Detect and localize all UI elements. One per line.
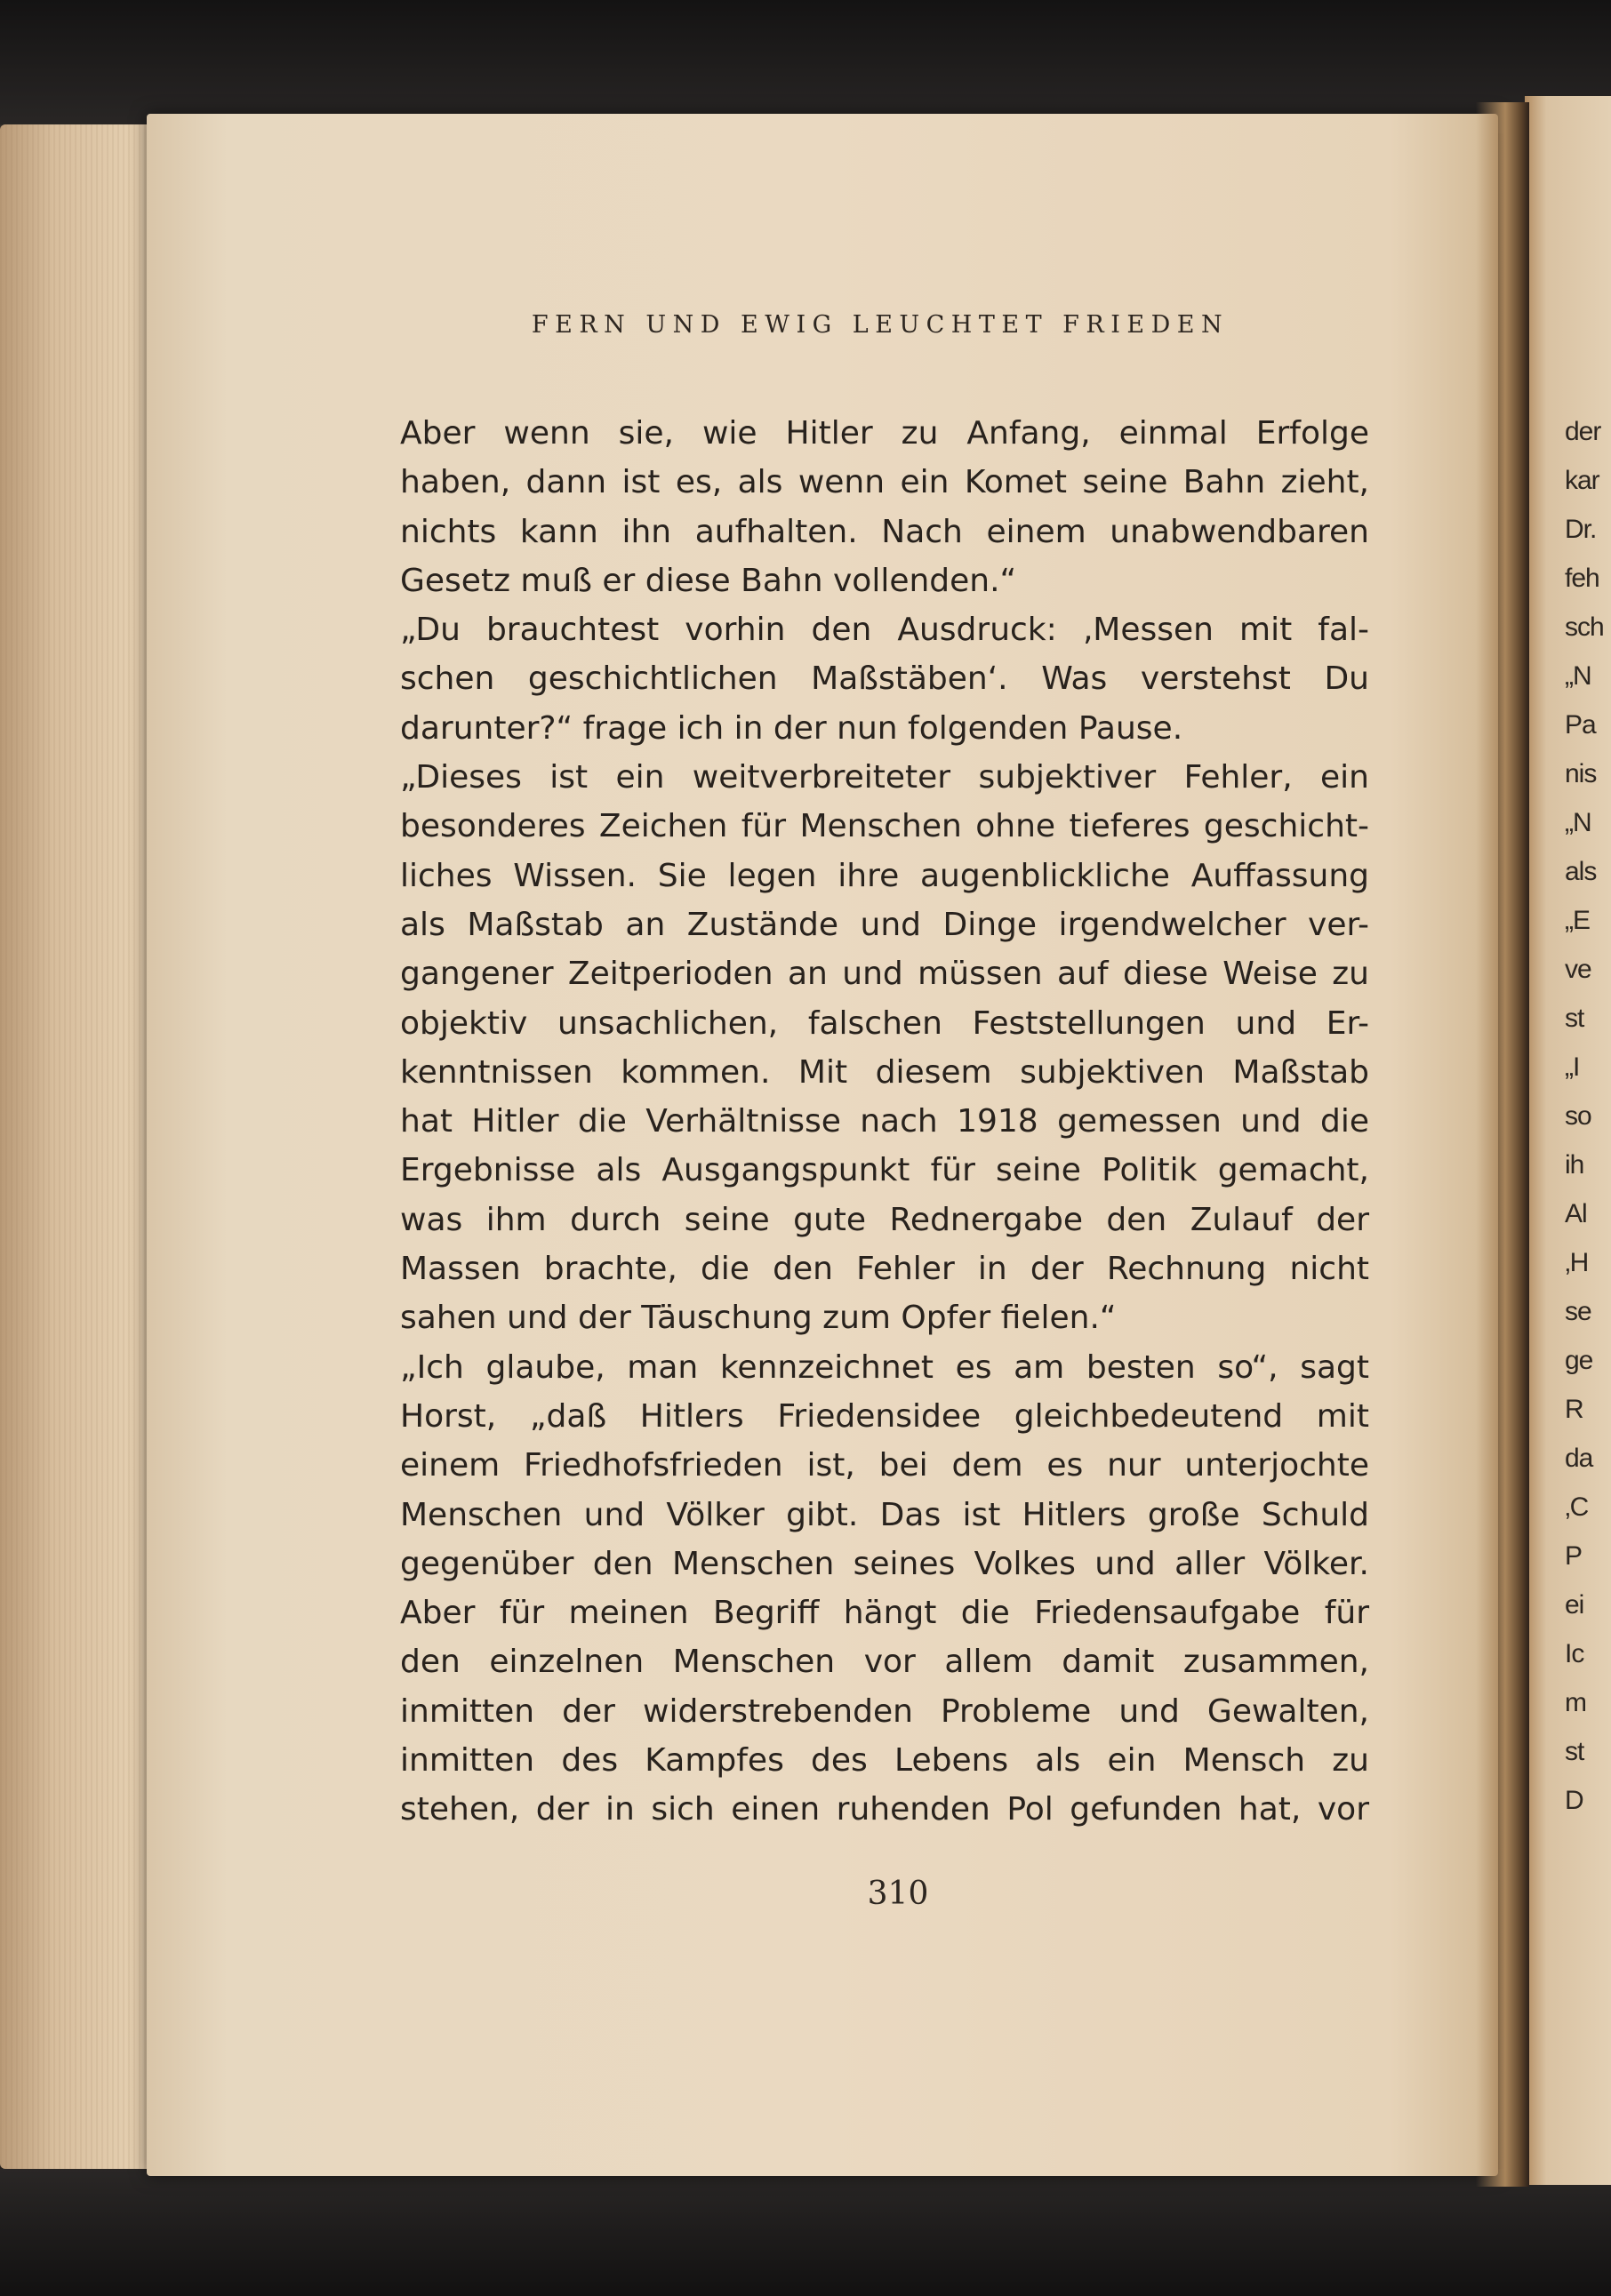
text-line: darunter?“ frage ich in der nun folgenden Pause. [400, 709, 1183, 747]
text-line: liches Wissen. Sie legen ihre augenblickliche Auffassung [400, 857, 1369, 894]
next-page-fragment: „N [1565, 808, 1591, 837]
next-page-fragment: Dr. [1565, 515, 1597, 544]
next-page-text-fragments [1565, 407, 1611, 1825]
next-page-fragment: D [1565, 1786, 1583, 1815]
next-page-fragment: als [1565, 857, 1597, 886]
text-line: haben, dann ist es, als wenn ein Komet seine Bahn zieht, [400, 464, 1369, 501]
text-line: objektiv unsachlichen, falschen Feststellungen und Er- [400, 1004, 1369, 1042]
next-page-fragment: ‚H [1565, 1248, 1589, 1277]
next-page-fragment: sch [1565, 612, 1604, 642]
next-page-fragment: m [1565, 1688, 1586, 1717]
next-page-fragment: Pa [1565, 710, 1596, 740]
text-line: Horst, „daß Hitlers Friedensidee gleichbedeutend mit [400, 1397, 1369, 1435]
text-line: nichts kann ihn aufhalten. Nach einem unabwendbaren [400, 513, 1369, 550]
text-line: Gesetz muß er diese Bahn vollenden.“ [400, 562, 1017, 599]
next-page-fragment: ei [1565, 1590, 1584, 1620]
text-line: „Dieses ist ein weitverbreiteter subjektiver Fehler, ein [400, 759, 1369, 796]
next-page-fragment: der [1565, 417, 1601, 446]
next-page-fragment: „N [1565, 661, 1591, 691]
next-page-fragment: so [1565, 1101, 1591, 1131]
next-page-fragment: feh [1565, 564, 1599, 593]
text-line: Aber wenn sie, wie Hitler zu Anfang, einmal Erfolge [400, 415, 1369, 452]
next-page-fragment: P [1565, 1541, 1583, 1571]
text-line: inmitten des Kampfes des Lebens als ein Mensch zu [400, 1742, 1369, 1780]
text-line: sahen und der Täuschung zum Opfer fielen.“ [400, 1300, 1117, 1337]
text-line: Massen brachte, die den Fehler in der Rechnung nicht [400, 1251, 1369, 1288]
next-page-fragment: ‚C [1565, 1492, 1589, 1522]
text-line: was ihm durch seine gute Rednergabe den Zulauf der [400, 1201, 1369, 1238]
text-line: gegenüber den Menschen seines Volkes und aller Völker. [400, 1545, 1369, 1582]
text-line: gangener Zeitperioden an und müssen auf diese Weise zu [400, 956, 1369, 993]
text-line: als Maßstab an Zustände und Dinge irgendwelcher ver- [400, 906, 1369, 943]
next-page-fragment: „E [1565, 906, 1590, 935]
text-line: den einzelnen Menschen vor allem damit zusammen, [400, 1644, 1369, 1681]
next-page-fragment: se [1565, 1297, 1591, 1326]
running-header: FERN UND EWIG LEUCHTET FRIEDEN [531, 311, 1230, 339]
text-line: inmitten der widerstrebenden Probleme und Gewalten, [400, 1692, 1369, 1730]
next-page-fragment: st [1565, 1737, 1584, 1766]
text-line: Ergebnisse als Ausgangspunkt für seine Politik gemacht, [400, 1152, 1369, 1189]
next-page-fragment: da [1565, 1444, 1593, 1473]
text-line: Menschen und Völker gibt. Das ist Hitlers große Schuld [400, 1496, 1369, 1533]
backdrop-bottom [0, 2169, 1611, 2296]
next-page-fragment: st [1565, 1004, 1584, 1033]
next-page-fragment: kar [1565, 466, 1599, 495]
text-line: Aber für meinen Begriff hängt die Friedensaufgabe für [400, 1595, 1369, 1632]
text-line: stehen, der in sich einen ruhenden Pol gefunden hat, vor [400, 1791, 1369, 1828]
page-number: 310 [867, 1876, 929, 1912]
next-page-fragment: R [1565, 1395, 1583, 1424]
text-line: kenntnissen kommen. Mit diesem subjektiven Maßstab [400, 1053, 1369, 1091]
text-line: „Ich glaube, man kennzeichnet es am besten so“, sagt [400, 1348, 1369, 1386]
body-text [400, 409, 1369, 1835]
next-page-fragment: ih [1565, 1150, 1584, 1180]
next-page-fragment: „I [1565, 1052, 1580, 1082]
next-page-fragment: Al [1565, 1199, 1587, 1228]
text-line: besonderes Zeichen für Menschen ohne tieferes geschicht- [400, 808, 1369, 845]
text-line: „Du brauchtest vorhin den Ausdruck: ‚Messen mit fal- [400, 612, 1369, 649]
next-page-fragment: ve [1565, 955, 1591, 984]
text-line: einem Friedhofsfrieden ist, bei dem es nur unterjochte [400, 1447, 1369, 1484]
next-page-fragment: nis [1565, 759, 1597, 788]
next-page-fragment: Ic [1565, 1639, 1584, 1668]
text-line: hat Hitler die Verhältnisse nach 1918 gemessen und die [400, 1103, 1369, 1140]
next-page-fragment: ge [1565, 1346, 1593, 1375]
text-line: schen geschichtlichen Maßstäben‘. Was verstehst Du [400, 660, 1369, 698]
page-gutter-shadow [1476, 102, 1529, 2187]
